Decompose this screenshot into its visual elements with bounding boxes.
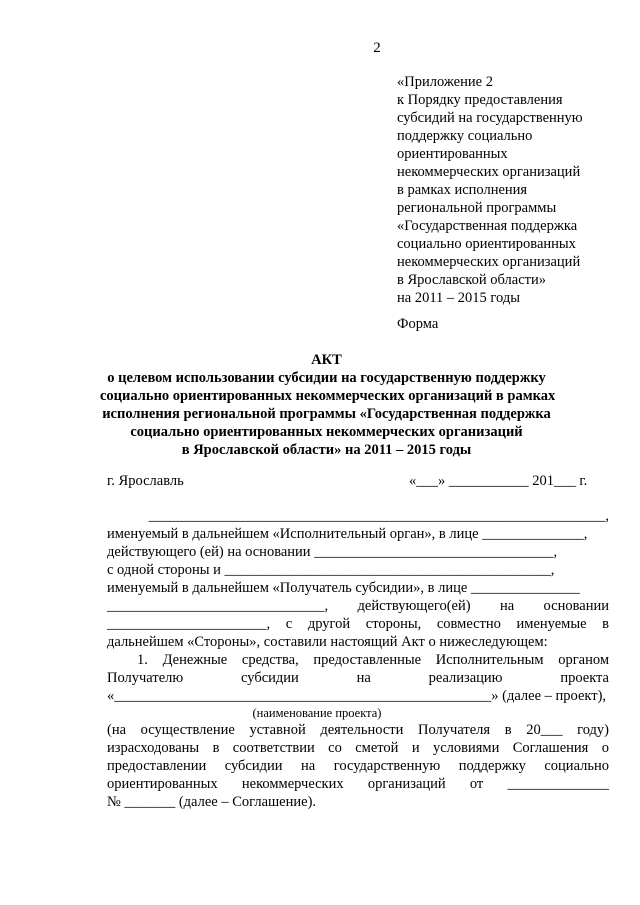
appendix-line: некоммерческих организаций: [397, 164, 581, 180]
body-line: ______________________, с другой стороны, совместно именуемые в: [107, 616, 609, 632]
body-line: № _______ (далее – Соглашение).: [107, 794, 317, 810]
field-caption: (наименование проекта): [252, 706, 382, 720]
body-line: дальнейшем «Стороны», составили настоящий Акт о нижеследующем:: [107, 634, 548, 650]
title-line: АКТ: [311, 352, 342, 368]
appendix-line: некоммерческих организаций: [397, 254, 581, 270]
title-line: социально ориентированных некоммерческих организаций: [130, 424, 523, 440]
appendix-line: в Ярославской области»: [397, 272, 546, 288]
body-line: израсходованы в соответствии со сметой и условиями Соглашения о: [107, 740, 609, 756]
appendix-line: социально ориентированных: [397, 236, 576, 252]
title-line: социально ориентированных некоммерческих организаций в рамках: [100, 388, 556, 404]
appendix-line: «Приложение 2: [397, 74, 493, 90]
place: г. Ярославль: [107, 473, 184, 489]
appendix-line: «Государственная поддержка: [397, 218, 578, 234]
body-line: (на осуществление уставной деятельности Получателя в 20___ году): [107, 722, 609, 738]
title-line: исполнения региональной программы «Государственная поддержка: [102, 406, 551, 422]
appendix-line: поддержку социально: [397, 128, 533, 144]
form-label: Форма: [397, 316, 439, 332]
body-line: действующего (ей) на основании _________________________________,: [107, 544, 558, 560]
body-line: Получателю субсидии на реализацию проекта: [107, 670, 609, 686]
appendix-line: ориентированных: [397, 146, 508, 162]
appendix-line: к Порядку предоставления: [397, 92, 563, 108]
body-line: с одной стороны и _____________________________________________,: [107, 562, 555, 578]
body-line: _______________________________________________________________,: [148, 508, 609, 524]
title-line: в Ярославской области» на 2011 – 2015 годы: [181, 442, 472, 458]
body-line: предоставлении субсидии на государственную поддержку социально: [107, 758, 609, 774]
appendix-line: на 2011 – 2015 годы: [397, 290, 520, 306]
page-number: 2: [373, 40, 381, 56]
body-line: 1. Денежные средства, предоставленные Исполнительным органом: [137, 652, 609, 668]
body-line: ______________________________, действующего(ей) на основании: [107, 598, 609, 614]
body-line: именуемый в дальнейшем «Исполнительный орган», в лице ______________,: [107, 526, 588, 542]
appendix-line: в рамках исполнения: [397, 182, 528, 198]
body-line: именуемый в дальнейшем «Получатель субсидии», в лице _______________: [107, 580, 580, 596]
body-line: ориентированных некоммерческих организаций от ______________: [107, 776, 609, 792]
appendix-line: субсидий на государственную: [397, 110, 583, 126]
appendix-line: региональной программы: [397, 200, 557, 216]
body-line: «____________________________________________________» (далее – проект),: [107, 688, 607, 704]
date-line: «___» ___________ 201___ г.: [409, 473, 588, 489]
title-line: о целевом использовании субсидии на государственную поддержку: [107, 370, 546, 386]
